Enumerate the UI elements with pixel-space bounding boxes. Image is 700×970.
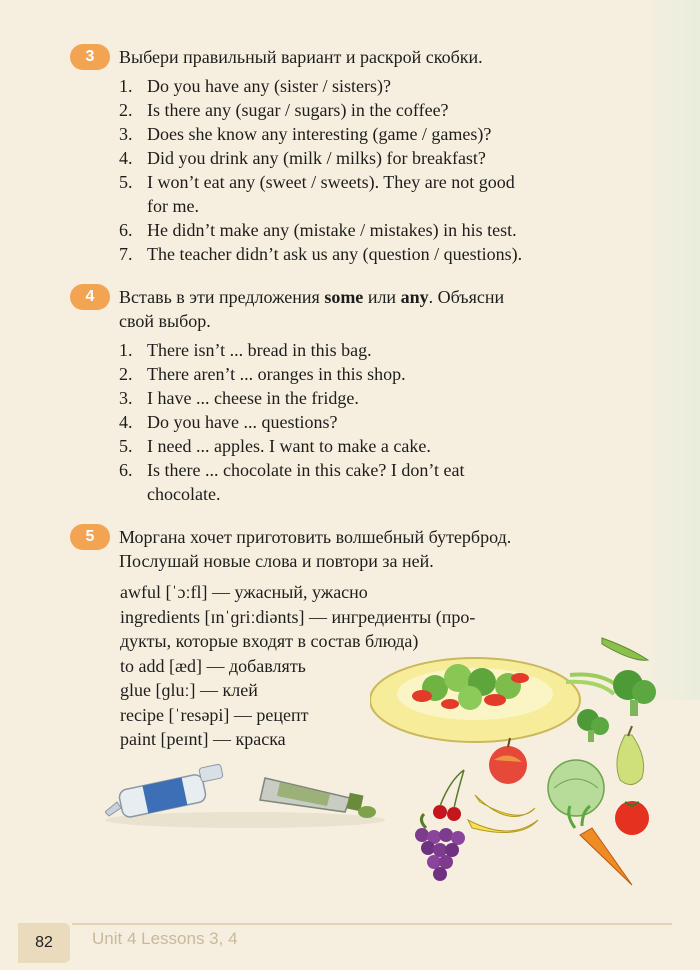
list-item: 5. I need ... apples. I want to make a cake.: [119, 436, 431, 456]
broccoli-icon: [613, 670, 656, 716]
list-item: 1. There isn’t ... bread in this bag.: [119, 340, 372, 360]
glue-and-paint-illustration: [105, 760, 385, 830]
exercise-instruction: Моргана хочет приготовить волшебный бутерброд. Послушай новые слова и повтори за ней.: [119, 527, 512, 571]
salad-and-ingredients-illustration: [370, 630, 670, 900]
list-item: 2. Is there any (sugar / sugars) in the coffee?: [119, 100, 449, 120]
vocab-item-glue: glue [ɡluː] — клей: [120, 680, 258, 700]
list-item: 4. Do you have ... questions?: [119, 412, 338, 432]
bananas-icon: [468, 795, 538, 833]
peapod-icon: [602, 638, 648, 660]
keyword-some: some: [324, 287, 364, 307]
exercise-number-badge: 3: [70, 44, 110, 70]
vocab-item-ingredients: ingredients [ɪnˈɡriːdiənts] — ингредиенты (про-: [120, 606, 476, 627]
vocab-item-awful: awful [ˈɔːfl] — ужасный, ужасно: [120, 582, 368, 602]
list-item-continuation: for me.: [147, 196, 199, 216]
page-number: 82: [18, 923, 70, 963]
page-footer: [0, 915, 700, 970]
grapes-icon: [415, 814, 465, 881]
vocab-item-recipe: recipe [ˈresəpi] — рецепт: [120, 704, 309, 725]
list-item: 6. He didn’t make any (mistake / mistakes) in his test.: [119, 220, 517, 240]
exercise-4-list: [119, 338, 465, 506]
list-item-continuation: chocolate.: [147, 484, 221, 504]
pear-icon: [617, 726, 644, 785]
page-edge-shading: [640, 0, 700, 700]
keyword-any: any: [400, 287, 429, 307]
exercise-number-badge: 5: [70, 524, 110, 550]
exercise-instruction: Вставь в эти предложения some или any. Объясни свой выбор.: [119, 287, 505, 331]
broccoli-small-icon: [577, 709, 609, 742]
vocab-item-ingredients-continuation: дукты, которые входят в состав блюда): [120, 631, 419, 651]
list-item: 7. The teacher didn’t ask us any (question / questions).: [119, 244, 523, 264]
glue-bottle-icon: [105, 764, 223, 819]
tomato-icon: [615, 801, 649, 835]
vocab-item-to-add: to add [æd] — добавлять: [120, 655, 306, 676]
list-item: 3. Does she know any interesting (game / games)?: [119, 124, 492, 144]
list-item: 4. Did you drink any (milk / milks) for breakfast?: [119, 148, 486, 168]
exercise-3-list: [119, 74, 522, 266]
exercise-number-badge: 4: [70, 284, 110, 310]
list-item: 5. I won’t eat any (sweet / sweets). They are not good: [119, 172, 515, 192]
apple-icon: [489, 738, 527, 784]
vocab-item-paint: paint [peɪnt] — краска: [120, 729, 286, 749]
paint-tube-icon: [260, 778, 376, 818]
exercise-instruction: Выбери правильный вариант и раскрой скобки.: [119, 47, 483, 67]
footer-line: [72, 923, 672, 925]
list-item: 1. Do you have any (sister / sisters)?: [119, 76, 391, 96]
list-item: 6. Is there ... chocolate in this cake? I don’t eat: [119, 460, 465, 480]
unit-label: Unit 4 Lessons 3, 4: [92, 929, 238, 948]
list-item: 3. I have ... cheese in the fridge.: [119, 388, 359, 408]
salad-plate-icon: [370, 658, 580, 742]
cabbage-icon: [548, 760, 604, 816]
list-item: 2. There aren’t ... oranges in this shop.: [119, 364, 406, 384]
cherries-icon: [433, 770, 464, 821]
